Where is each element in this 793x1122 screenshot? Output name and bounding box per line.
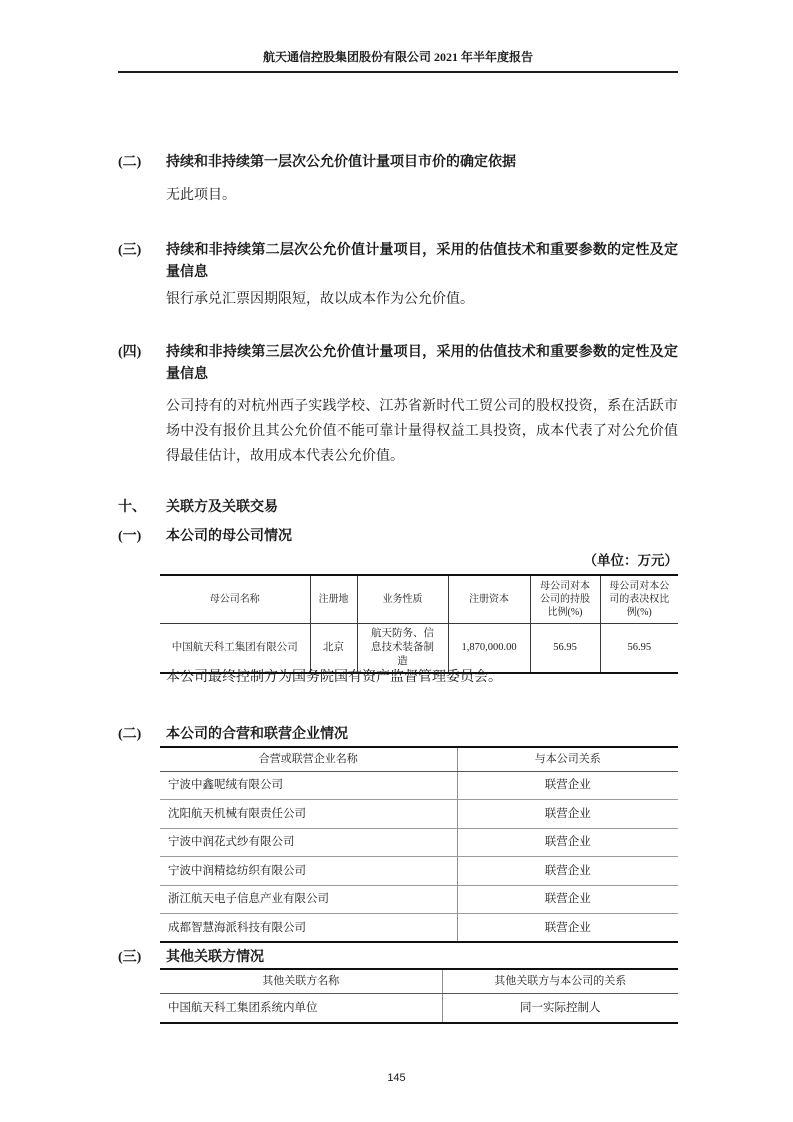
column-header: 业务性质 — [357, 575, 448, 624]
table-row — [160, 800, 678, 829]
table-row — [160, 993, 678, 1023]
document-title: 航天通信控股集团股份有限公司 2021 年半年度报告 — [262, 50, 533, 64]
column-header: 合营或联营企业名称 — [160, 747, 457, 771]
relation-cell: 联营企业 — [544, 921, 591, 934]
parent-table-footnote: 本公司最终控制方为国务院国有资产监督管理委员会。 — [166, 670, 502, 685]
table-row — [160, 828, 678, 857]
document-header — [118, 50, 678, 73]
column-header: 母公司对本公司的持股比例(%) — [530, 575, 600, 624]
table-header-row — [160, 969, 678, 993]
section-title: 持续和非持续第三层次公允价值计量项目，采用的估值技术和重要参数的定性及定量信息 — [166, 345, 678, 382]
section-fv-level2 — [118, 240, 680, 312]
page-number: 145 — [387, 1072, 406, 1084]
section-related-party — [118, 497, 680, 519]
company-name-cell: 浙江航天电子信息产业有限公司 — [160, 885, 457, 914]
section-label: (二) — [118, 155, 142, 170]
section-label: (三) — [118, 950, 142, 965]
table-row — [160, 914, 678, 943]
section-title: 其他关联方情况 — [166, 950, 264, 965]
other-related-table — [160, 968, 678, 1024]
section-body: 银行承兑汇票因期限短，故以成本作为公允价值。 — [166, 292, 474, 307]
column-header: 与本公司关系 — [457, 747, 678, 771]
relation-cell: 联营企业 — [457, 771, 678, 800]
section-label: 十、 — [118, 500, 146, 515]
column-header: 母公司名称 — [160, 575, 310, 624]
related-party-name-cell: 中国航天科工集团系统内单位 — [160, 993, 442, 1023]
jv-table — [160, 746, 678, 943]
section-fv-level1 — [118, 152, 680, 208]
company-name-cell: 宁波中润花式纱有限公司 — [160, 828, 457, 857]
relation-cell: 联营企业 — [457, 885, 678, 914]
section-label: (二) — [118, 727, 142, 742]
business-nature-cell: 航天防务、信息技术装备制造 — [357, 624, 448, 674]
relation-cell: 联营企业 — [457, 857, 678, 886]
column-header: 其他关联方名称 — [160, 969, 442, 993]
section-label: (三) — [118, 243, 142, 258]
table-header-row — [160, 747, 678, 771]
shareholding-ratio-cell: 56.95 — [530, 624, 600, 674]
table-row — [160, 885, 678, 914]
column-header: 注册资本 — [448, 575, 530, 624]
company-name-cell: 沈阳航天机械有限责任公司 — [160, 800, 457, 829]
table-row — [160, 857, 678, 886]
parent-company-table — [160, 574, 678, 674]
section-fv-level3 — [118, 342, 680, 469]
relation-cell: 同一实际控制人 — [520, 1001, 601, 1014]
section-label: (四) — [118, 345, 142, 360]
section-other-related — [118, 947, 680, 969]
relation-cell: 联营企业 — [457, 828, 678, 857]
relation-cell: 联营企业 — [457, 800, 678, 829]
column-header: 注册地 — [310, 575, 357, 624]
registered-capital-cell: 1,870,000.00 — [448, 624, 530, 674]
company-name-cell: 成都智慧海派科技有限公司 — [160, 914, 457, 943]
section-title: 持续和非持续第二层次公允价值计量项目，采用的估值技术和重要参数的定性及定量信息 — [166, 243, 678, 280]
section-label: (一) — [118, 529, 142, 544]
section-title: 本公司的合营和联营企业情况 — [166, 727, 348, 742]
registered-place-cell: 北京 — [310, 624, 357, 674]
section-jv — [118, 724, 680, 746]
table-row — [160, 771, 678, 800]
section-body: 无此项目。 — [166, 188, 236, 203]
company-name-cell: 宁波中鑫呢绒有限公司 — [160, 771, 457, 800]
section-title: 持续和非持续第一层次公允价值计量项目市价的确定依据 — [166, 155, 516, 170]
company-name-cell: 宁波中润精捻纺织有限公司 — [160, 857, 457, 886]
section-body: 公司持有的对杭州西子实践学校、江苏省新时代工贸公司的股权投资，系在活跃市场中没有报价且其公允价值不能可靠计量得权益工具投资，成本代表了对公允价值得最佳估计，故用成本代表公允价值。 — [166, 399, 678, 464]
unit-note: （单位：万元） — [583, 553, 678, 568]
section-parent-company — [118, 526, 680, 548]
section-title: 本公司的母公司情况 — [166, 529, 292, 544]
parent-name-cell: 中国航天科工集团有限公司 — [160, 624, 310, 674]
column-header: 母公司对本公司的表决权比例(%) — [600, 575, 678, 624]
section-title: 关联方及关联交易 — [166, 500, 278, 515]
column-header: 其他关联方与本公司的关系 — [442, 969, 678, 993]
table-header-row — [160, 575, 678, 624]
voting-ratio-cell: 56.95 — [627, 642, 652, 653]
